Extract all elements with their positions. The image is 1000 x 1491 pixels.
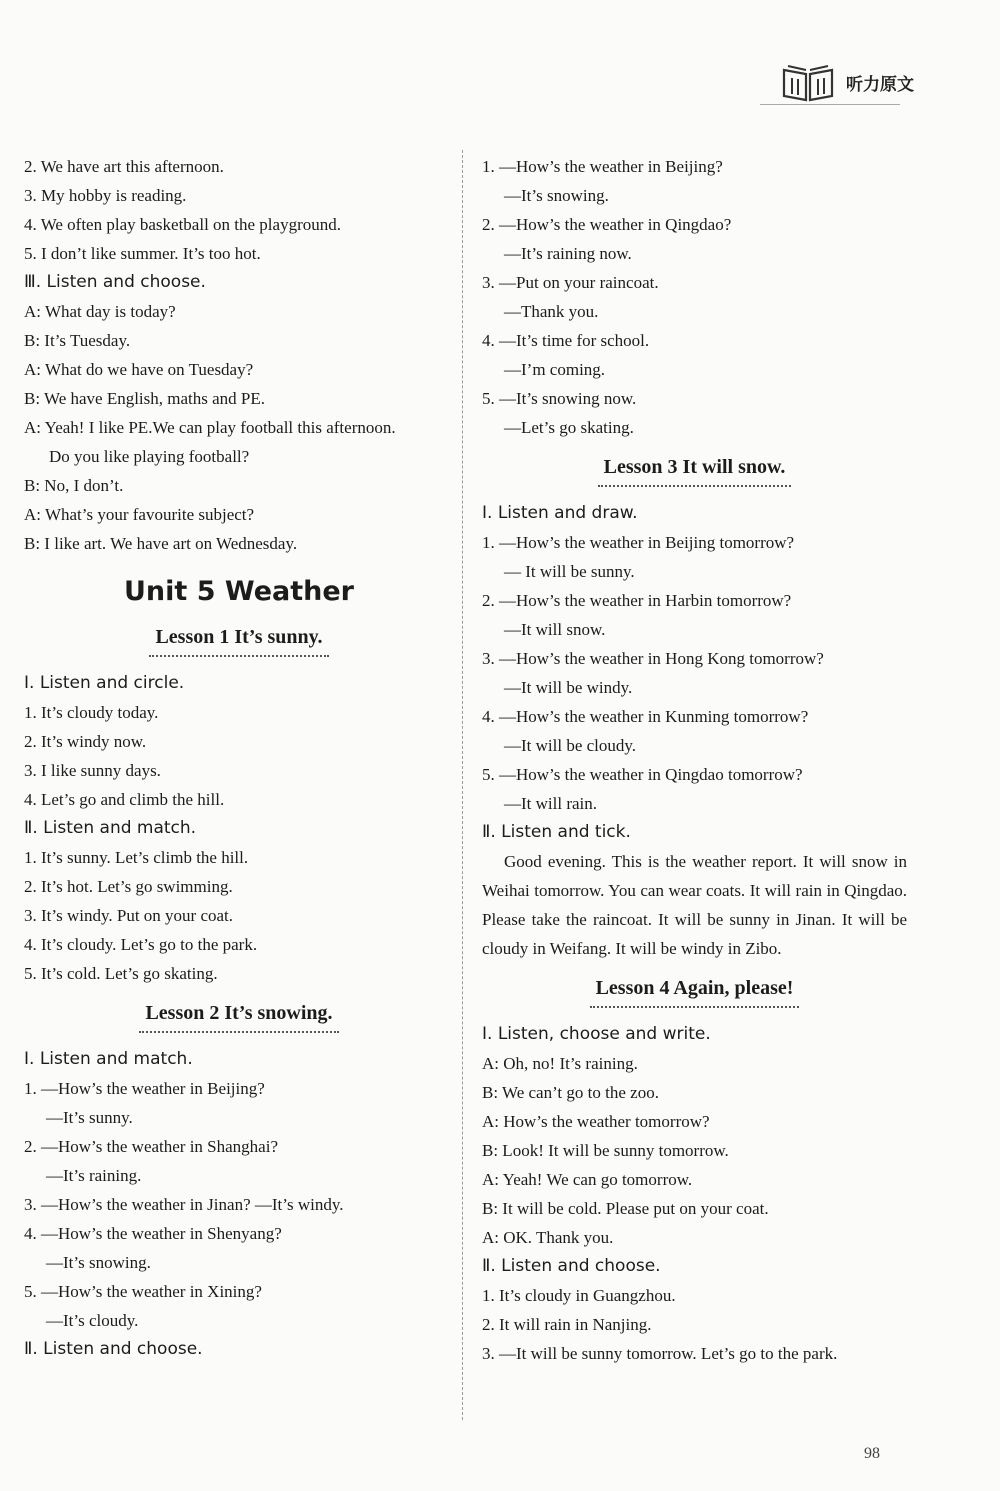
column-divider: [462, 150, 463, 1420]
text-line: 3. —It will be sunny tomorrow. Let’s go to the park.: [482, 1344, 838, 1363]
unit-title: Unit 5 Weather: [123, 576, 354, 607]
section-title: Ⅰ. Listen and draw.: [482, 503, 638, 523]
text-line: 5. —How’s the weather in Xining?: [24, 1282, 262, 1301]
text-line: 1. It’s cloudy today.: [24, 703, 159, 722]
page-header: [780, 62, 914, 102]
text-line: 4. Let’s go and climb the hill.: [24, 790, 225, 809]
text-line: 1. —How’s the weather in Beijing tomorrow?: [482, 533, 795, 552]
dialog-line: B: Look! It will be sunny tomorrow.: [482, 1141, 729, 1160]
dialog-line: B: No, I don’t.: [24, 476, 124, 495]
dialog-line: A: Yeah! I like PE.We can play football this afternoon.: [24, 418, 396, 437]
section-title: Ⅱ. Listen and choose.: [482, 1256, 661, 1276]
text-line: 4. —It’s time for school.: [482, 331, 650, 350]
text-line: 2. It’s hot. Let’s go swimming.: [24, 877, 233, 896]
text-line: 2. —How’s the weather in Harbin tomorrow?: [482, 591, 792, 610]
dialog-line: B: We can’t go to the zoo.: [482, 1083, 659, 1102]
text-line: 5. It’s cold. Let’s go skating.: [24, 964, 218, 983]
text-line: —It will rain.: [504, 794, 598, 813]
text-line: 4. —How’s the weather in Shenyang?: [24, 1224, 282, 1243]
text-line: 5. I don’t like summer. It’s too hot.: [24, 244, 261, 263]
lesson-title: Lesson 2 It’s snowing.: [24, 998, 454, 1033]
dialog-line: A: Yeah! We can go tomorrow.: [482, 1170, 693, 1189]
dialog-line: A: What do we have on Tuesday?: [24, 360, 254, 379]
text-line: —I’m coming.: [504, 360, 606, 379]
text-line: 2. We have art this afternoon.: [24, 157, 224, 176]
section-title: Ⅲ. Listen and choose.: [24, 272, 206, 292]
text-line: 4. We often play basketball on the playground.: [24, 215, 341, 234]
text-line: 2. It’s windy now.: [24, 732, 147, 751]
text-line: —It will snow.: [504, 620, 606, 639]
text-line: 1. —How’s the weather in Beijing?: [24, 1079, 265, 1098]
text-line: —It’s sunny.: [46, 1108, 133, 1127]
section-title: Ⅰ. Listen, choose and write.: [482, 1024, 711, 1044]
lesson-title: Lesson 3 It will snow.: [482, 452, 907, 487]
text-line: 4. —How’s the weather in Kunming tomorrow?: [482, 707, 809, 726]
text-line: —It will be windy.: [504, 678, 633, 697]
text-line: 1. —How’s the weather in Beijing?: [482, 157, 723, 176]
dialog-line: A: What’s your favourite subject?: [24, 505, 255, 524]
dialog-line: A: How’s the weather tomorrow?: [482, 1112, 710, 1131]
text-line: 3. I like sunny days.: [24, 761, 161, 780]
text-line: —It’s cloudy.: [46, 1311, 139, 1330]
page-number: 98: [864, 1445, 880, 1462]
dialog-line: A: What day is today?: [24, 302, 176, 321]
section-title: Ⅱ. Listen and choose.: [24, 1339, 203, 1359]
text-line: —Thank you.: [504, 302, 599, 321]
section-title: Ⅰ. Listen and circle.: [24, 673, 185, 693]
text-line: 2. —How’s the weather in Shanghai?: [24, 1137, 278, 1156]
text-line: —It’s raining now.: [504, 244, 632, 263]
text-line: 2. —How’s the weather in Qingdao?: [482, 215, 732, 234]
section-title: Ⅱ. Listen and tick.: [482, 822, 631, 842]
header-label: 听力原文: [846, 74, 914, 95]
text-line: 3. It’s windy. Put on your coat.: [24, 906, 234, 925]
text-line: 5. —How’s the weather in Qingdao tomorrow?: [482, 765, 803, 784]
text-line: 4. It’s cloudy. Let’s go to the park.: [24, 935, 258, 954]
text-line: —It’s snowing.: [46, 1253, 151, 1272]
text-line: — It will be sunny.: [504, 562, 635, 581]
lesson-title: Lesson 1 It’s sunny.: [24, 622, 454, 657]
text-line: 3. —How’s the weather in Jinan? —It’s windy.: [24, 1195, 344, 1214]
dialog-line: A: OK. Thank you.: [482, 1228, 614, 1247]
open-book-icon: [780, 62, 836, 102]
weather-report-paragraph: Good evening. This is the weather report. It will snow in Weihai tomorrow. You can wear coats. It will rain in Qingdao. Please take the raincoat. It will be sunny in Jinan. It will be cloudy in Weifang. It will be windy in Zibo.: [482, 852, 907, 958]
dialog-line: A: Oh, no! It’s raining.: [482, 1054, 638, 1073]
dialog-line: B: It’s Tuesday.: [24, 331, 131, 350]
text-line: —It’s snowing.: [504, 186, 609, 205]
dialog-line: B: I like art. We have art on Wednesday.: [24, 534, 298, 553]
text-line: 3. —Put on your raincoat.: [482, 273, 659, 292]
dialog-line: B: We have English, maths and PE.: [24, 389, 266, 408]
text-line: 1. It’s cloudy in Guangzhou.: [482, 1286, 676, 1305]
lesson-title: Lesson 4 Again, please!: [482, 973, 907, 1008]
section-title: Ⅰ. Listen and match.: [24, 1049, 193, 1069]
text-line: 3. My hobby is reading.: [24, 186, 187, 205]
text-line: —It’s raining.: [46, 1166, 142, 1185]
text-line: —Let’s go skating.: [504, 418, 634, 437]
dialog-line: B: It will be cold. Please put on your coat.: [482, 1199, 769, 1218]
text-line: 5. —It’s snowing now.: [482, 389, 637, 408]
dialog-line: Do you like playing football?: [49, 447, 250, 466]
text-line: 3. —How’s the weather in Hong Kong tomorrow?: [482, 649, 824, 668]
section-title: Ⅱ. Listen and match.: [24, 818, 197, 838]
text-line: 1. It’s sunny. Let’s climb the hill.: [24, 848, 249, 867]
text-line: —It will be cloudy.: [504, 736, 637, 755]
header-rule: [760, 104, 900, 105]
right-column: [482, 152, 907, 1368]
left-column: [24, 152, 454, 1364]
text-line: 2. It will rain in Nanjing.: [482, 1315, 652, 1334]
